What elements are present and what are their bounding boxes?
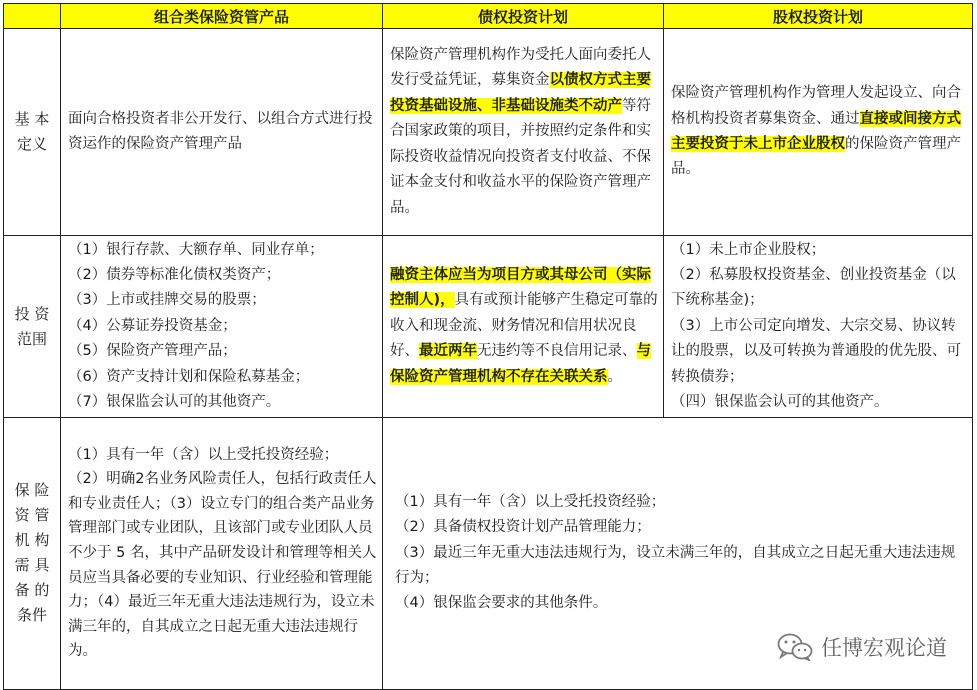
row-label-scope: 投 资 范围	[4, 236, 61, 418]
list-item: （3）上市公司定向增发、大宗交易、协议转让的股票，以及可转换为普通股的优先股、可转换债券；	[671, 317, 961, 385]
comparison-table	[3, 3, 973, 690]
definition-equity: 保险资产管理机构作为管理人发起设立、向合格机构投资者募集资金、通过直接或间接方式主要投资于未上市企业股权的保险资产管理产品。	[664, 29, 973, 236]
conditions-portfolio: （1）具有一年（含）以上受托投资经验； （2）明确2名业务风险责任人，包括行政责任人和专业责任人；（3）设立专门的组合类产品业务管理部门或专业团队，且该部门或专业团队人员不少于 5 名，其中产品研发设计和管理等相关人员应当具备必要的专业知识、行业经验和管理能力；（4）最近三年无重大违法违规行为，设立未满三年的，自其成立之日起无重大违法违规行为。	[61, 418, 383, 690]
scope-equity	[664, 236, 973, 418]
list-item: （6）资产支持计划和保险私募基金；	[68, 368, 310, 385]
row-definition	[4, 29, 973, 236]
row-label-conditions: 保 险 资 管 机 构 需 具 备 的 条件	[4, 418, 61, 690]
watermark-text: 任博宏观论道	[821, 636, 947, 660]
list-item: （四）银保监会认可的其他资产。	[671, 394, 889, 411]
list-item: （4）公募证券投资基金；	[68, 317, 237, 334]
wechat-icon	[777, 633, 813, 661]
header-portfolio: 组合类保险资管产品	[61, 4, 383, 29]
list-item: （5）保险资产管理产品；	[68, 343, 237, 360]
header-equity: 股权投资计划	[664, 4, 973, 29]
header-debt: 债权投资计划	[383, 4, 664, 29]
row-label-definition: 基 本 定义	[4, 29, 61, 236]
scope-debt: 融资主体应当为项目方或其母公司（实际控制人)，具有或预计能够产生稳定可靠的收入和现金流、财务情况和信用状况良好、最近两年无违约等不良信用记录、与保险资产管理机构不存在关联关系。	[383, 236, 664, 418]
list-item: （1）银行存款、大额存单、同业存单；	[68, 241, 324, 258]
header-category	[4, 4, 61, 29]
list-item: （2）具备债权投资计划产品管理能力；	[395, 519, 651, 536]
list-item: （1）具有一年（含）以上受托投资经验；	[395, 493, 666, 510]
list-item: （1）未上市企业股权；	[671, 241, 826, 258]
definition-portfolio: 面向合格投资者非公开发行、以组合方式进行投资运作的保险资产管理产品	[61, 29, 383, 236]
list-item: （2）私募股权投资基金、创业投资基金（以下统称基金)；	[671, 266, 956, 309]
list-item: （3）上市或挂牌交易的股票；	[68, 292, 266, 309]
row-scope	[4, 236, 973, 418]
header-row	[4, 4, 973, 29]
definition-debt: 保险资产管理机构作为受托人面向委托人发行受益凭证，募集资金以债权方式主要投资基础设施、非基础设施类不动产等符合国家政策的项目，并按照约定条件和实际投资收益情况向投资者支付收益、不保证本金支付和收益水平的保险资产管理产品。	[383, 29, 664, 236]
list-item: （2）债券等标准化债权类资产；	[68, 266, 281, 283]
list-item: （7）银保监会认可的其他资产。	[68, 394, 281, 411]
list-item: （4）银保监会要求的其他条件。	[395, 595, 608, 612]
watermark	[777, 632, 947, 662]
scope-portfolio	[61, 236, 383, 418]
list-item: （3）最近三年无重大违法违规行为，设立未满三年的，自其成立之日起无重大违法违规行为；	[395, 544, 956, 586]
